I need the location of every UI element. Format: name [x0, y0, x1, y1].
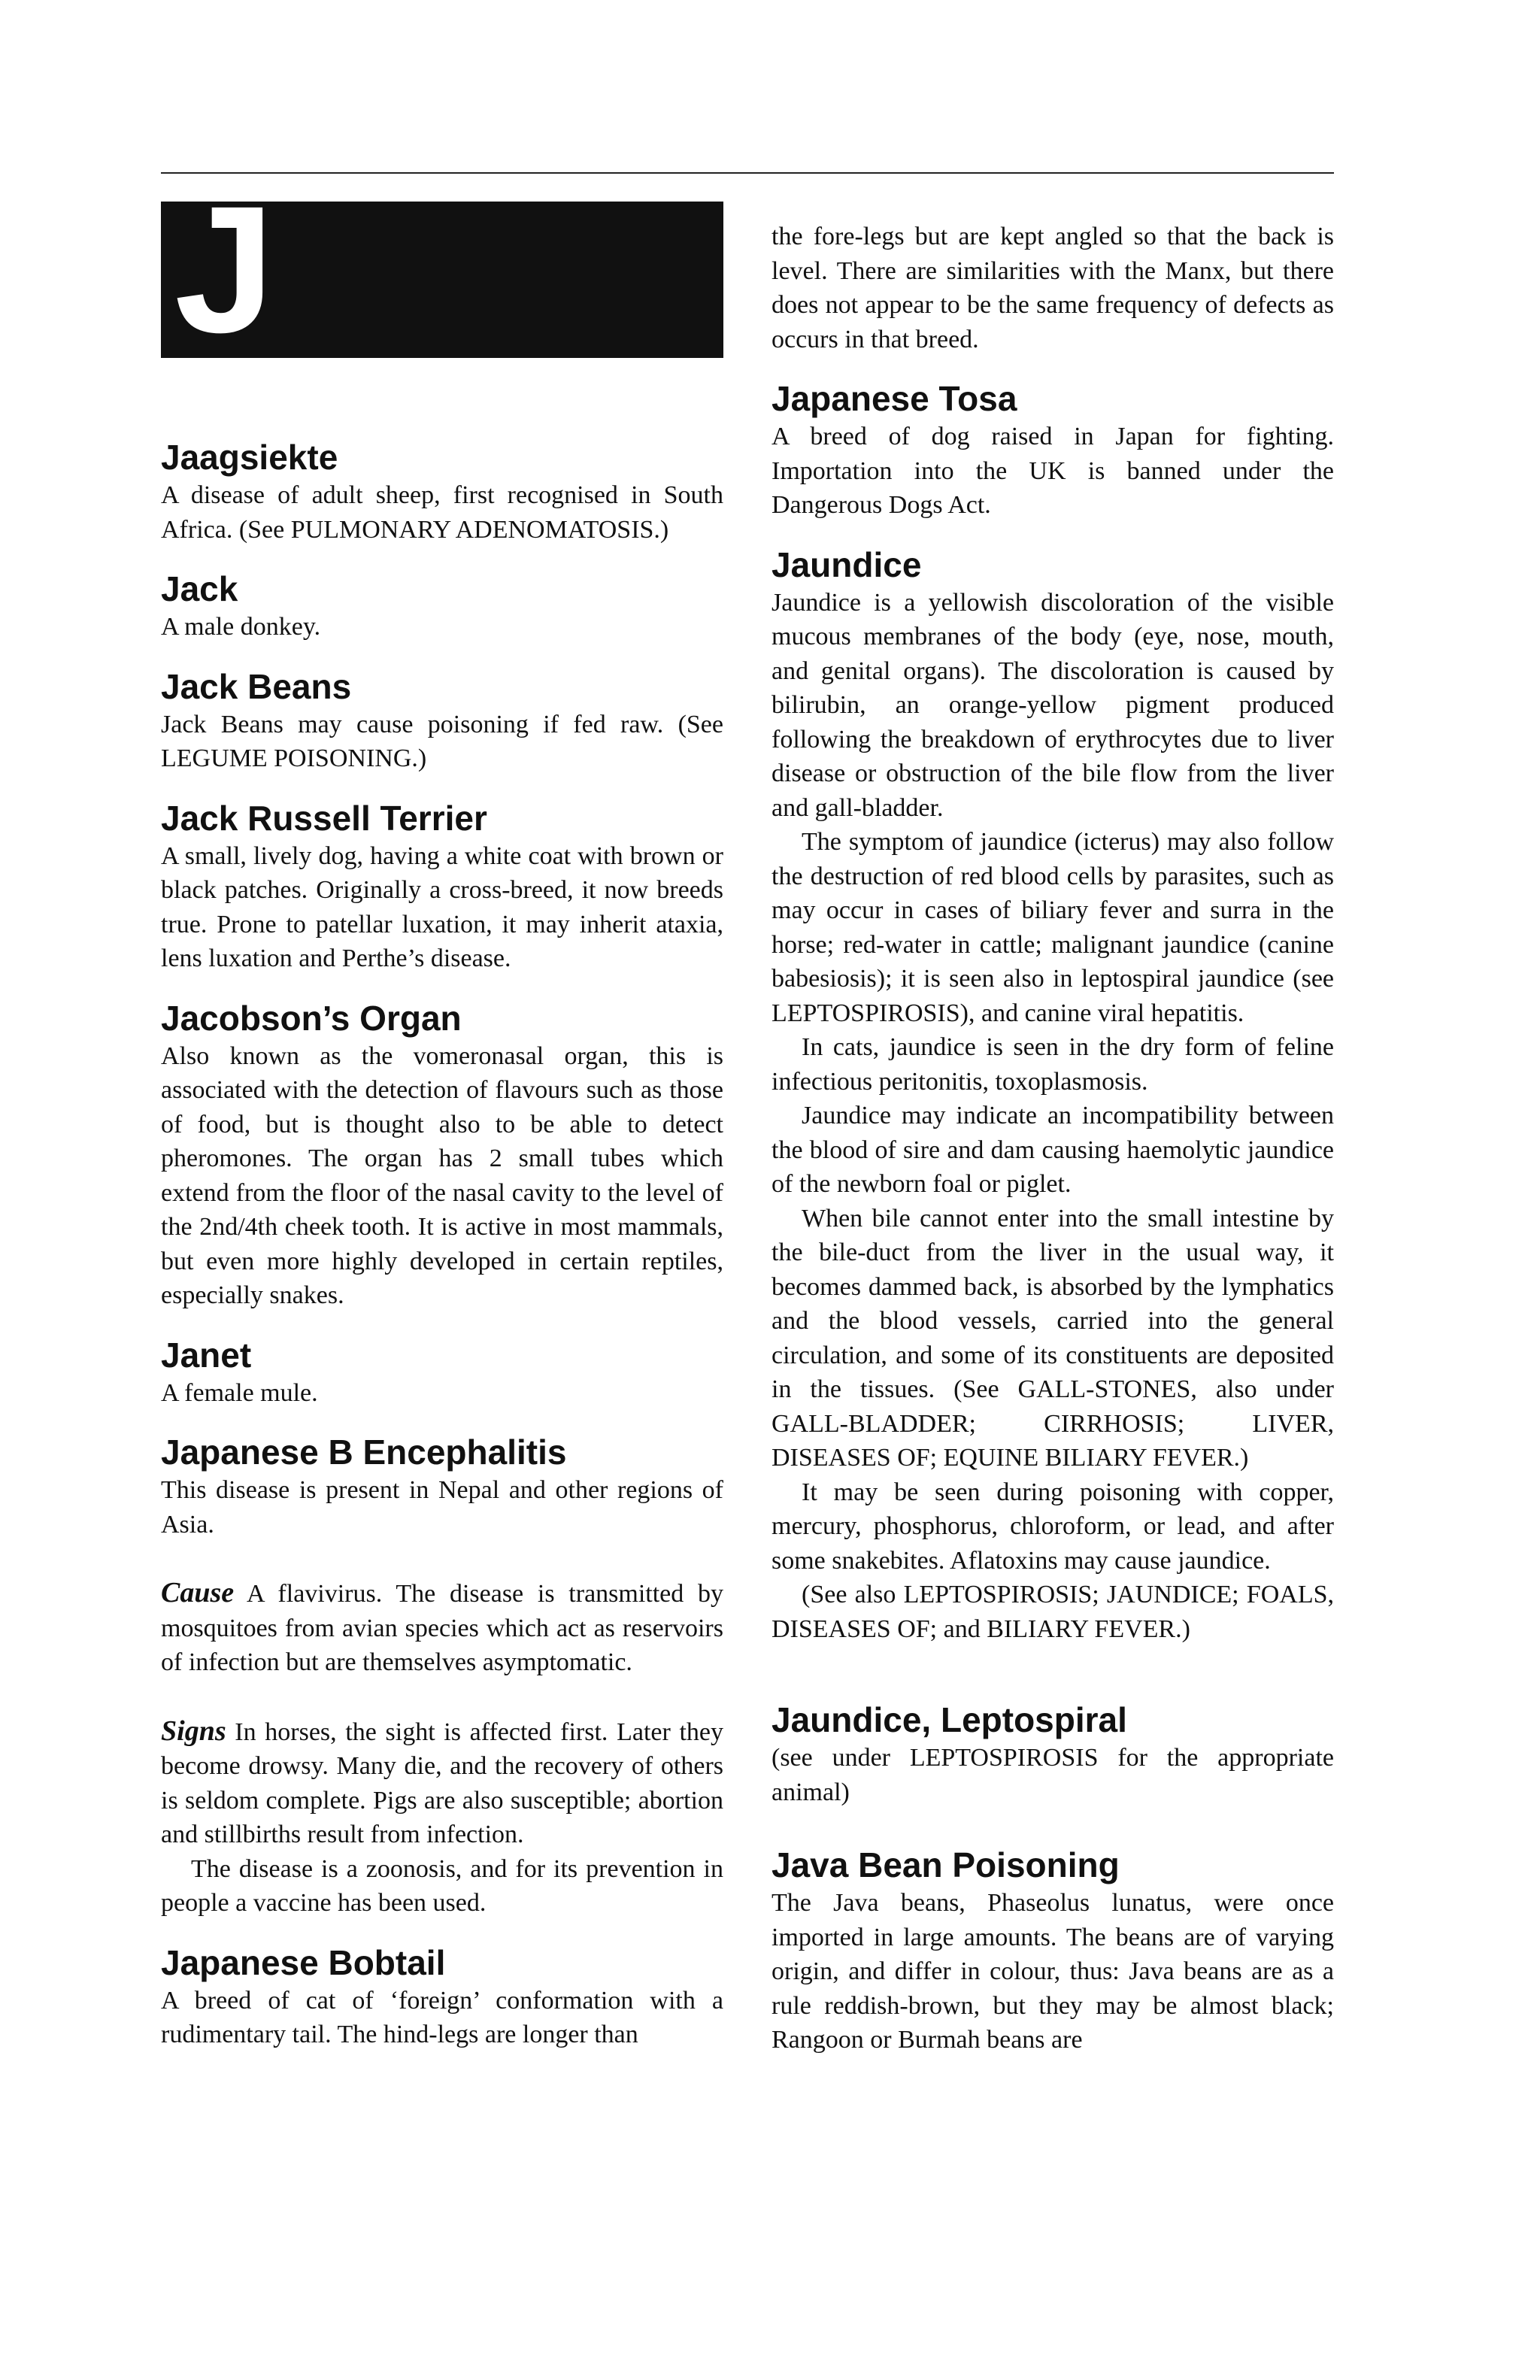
entry-text: Jack Beans may cause poisoning if fed raw. (See LEGUME POISONING.) [161, 710, 723, 772]
entry-title: Jaundice [772, 544, 922, 584]
section-letter: J [174, 202, 275, 358]
entry-title: Java Bean Poisoning [772, 1845, 1120, 1884]
jaundice-paragraph-3: In cats, jaundice is seen in the dry form of feline infectious peritonitis, toxoplasmosis. [772, 1033, 1334, 1096]
entry-jacobsons-organ [161, 997, 723, 1313]
jaundice-paragraph-1: Jaundice is a yellowish discoloration of the visible mucous membranes of the body (eye, nose, mouth, and genital organs). The discoloration is caused by bilirubin, an orange-yellow pigment produced following the breakdown of erythrocytes due to liver disease or obstruction of the bile flow from the liver and gall-bladder. [772, 588, 1334, 822]
signs-paragraph [161, 1715, 723, 1852]
section-letter-block [161, 202, 723, 358]
top-rule [161, 172, 1334, 174]
entry-title: Jaundice, Leptospiral [772, 1700, 1127, 1739]
entry-title: Jack [161, 569, 238, 608]
entry-text: Also known as the vomeronasal organ, this is associated with the detection of flavours such as those of food, but is thought also to be able to detect pheromones. The organ has 2 small tubes which extend from the floor of the nasal cavity to the level of the 2nd/4th cheek tooth. It is active in most mammals, but even more highly developed in certain reptiles, especially snakes. [161, 1041, 723, 1309]
entry-java-bean-poisoning [772, 1844, 1334, 2057]
entry-title: Japanese B Encephalitis [161, 1433, 567, 1472]
entry-title: Janet [161, 1335, 252, 1375]
zoonosis-paragraph: The disease is a zoonosis, and for its prevention in people a vaccine has been used. [161, 1854, 723, 1917]
entry-text: The Java beans, Phaseolus lunatus, were once imported in large amounts. The beans are of varying origin, and differ in colour, thus: Java beans are as a rule reddish-brown, but they may be almost black; Rangoon or Burmah beans are [772, 1889, 1334, 2054]
jaundice-paragraph-5: When bile cannot enter into the small intestine by the bile-duct from the liver in the usual way, it becomes dammed back, is absorbed by the lymphatics and the blood vessels, carried into the general circulation, and some of its constituents are deposited in the tissues. (See GALL-STONES, also under GALL-BLADDER; CIRRHOSIS; LIVER, DISEASES OF; EQUINE BILIARY FEVER.) [772, 1204, 1334, 1472]
entry-jaundice [772, 544, 1334, 1647]
cause-paragraph [161, 1576, 723, 1680]
entry-text: A female mule. [161, 1378, 318, 1407]
entry-japanese-tosa [772, 377, 1334, 523]
entry-jack-beans [161, 665, 723, 776]
right-column [772, 220, 1334, 2057]
jaundice-paragraph-6: It may be seen during poisoning with copper, mercury, phosphorus, chloroform, or lead, and after some snakebites. Aflatoxins may cause jaundice. [772, 1478, 1334, 1575]
entry-jack [161, 568, 723, 644]
jaundice-paragraph-4: Jaundice may indicate an incompatibility between the blood of sire and dam causing haemolytic jaundice of the newborn foal or piglet. [772, 1102, 1334, 1198]
jaundice-paragraph-7: (See also LEPTOSPIROSIS; JAUNDICE; FOALS, DISEASES OF; and BILIARY FEVER.) [772, 1581, 1334, 1643]
entry-title: Jack Beans [161, 666, 352, 706]
entry-title: Japanese Bobtail [161, 1942, 446, 1982]
jaundice-paragraph-2: The symptom of jaundice (icterus) may also follow the destruction of red blood cells by parasites, such as may occur in cases of biliary fever and surra in the horse; red-water in cattle; malignant jaundice (canine babesiosis); it is seen also in leptospiral jaundice (see LEPTOSPIROSIS), and canine viral hepatitis. [772, 828, 1334, 1027]
entry-title: Jack Russell Terrier [161, 798, 487, 838]
entry-jaundice-leptospiral [772, 1699, 1334, 1809]
entry-text: (see under LEPTOSPIROSIS for the appropriate animal) [772, 1744, 1334, 1806]
entry-janet [161, 1334, 723, 1411]
entry-jack-russell-terrier [161, 797, 723, 976]
left-column [161, 436, 723, 2052]
bobtail-continuation: the fore-legs but are kept angled so that the back is level. There are similarities with the Manx, but there does not appear to be the same frequency of defects as occurs in that breed. [772, 223, 1334, 353]
entry-text: A small, lively dog, having a white coat with brown or black patches. Originally a cross-breed, it now breeds true. Prone to patellar luxation, it may inherit ataxia, lens luxation and Perthe’s disease. [161, 841, 723, 972]
entry-japanese-b-encephalitis [161, 1431, 723, 1921]
cause-text: A flavivirus. The disease is transmitted by mosquitoes from avian species which act as reservoirs of infection but are themselves asymptomatic. [161, 1580, 724, 1676]
entry-title: Jaagsiekte [161, 438, 338, 477]
entry-text: This disease is present in Nepal and other regions of Asia. [161, 1476, 723, 1539]
entry-jaagsiekte [161, 436, 723, 547]
signs-text: In horses, the sight is affected first. Later they become drowsy. Many die, and the recovery of others is seldom complete. Pigs are also susceptible; abortion and stillbirths result from infection. [161, 1718, 724, 1848]
entry-japanese-bobtail [161, 1942, 723, 2052]
entry-text: A male donkey. [161, 613, 321, 641]
entry-text: A breed of dog raised in Japan for fighting. Importation into the UK is banned under the Dangerous Dogs Act. [772, 423, 1334, 519]
entry-text: A disease of adult sheep, first recognised in South Africa. (See PULMONARY ADENOMATOSIS.) [161, 481, 723, 544]
entry-text: A breed of cat of ‘foreign’ conformation with a rudimentary tail. The hind-legs are longer than [161, 1986, 723, 2048]
signs-label: Signs [161, 1715, 226, 1747]
entry-title: Japanese Tosa [772, 379, 1017, 418]
cause-label: Cause [161, 1577, 235, 1608]
entry-title: Jacobson’s Organ [161, 998, 462, 1038]
